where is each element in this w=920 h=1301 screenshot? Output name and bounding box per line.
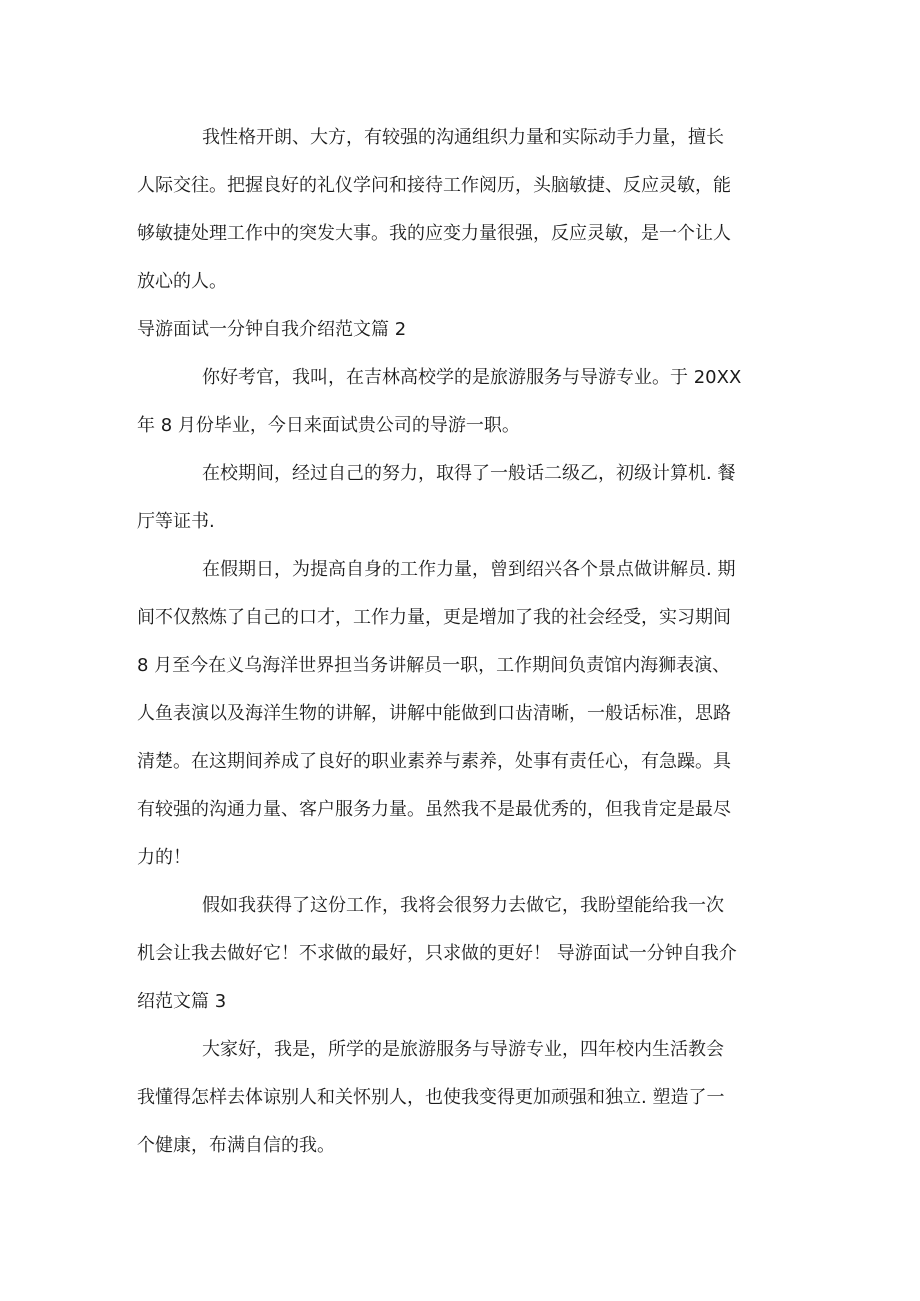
- paragraph-3-line-2: 厅等证书.: [137, 511, 215, 532]
- paragraph-5-line-2: 机会让我去做好它！不求做的最好，只求做的更好！ 导游面试一分钟自我介: [137, 943, 737, 964]
- paragraph-6-line-3: 个健康，布满自信的我。: [137, 1135, 335, 1156]
- paragraph-1-line-3: 够敏捷处理工作中的突发大事。我的应变力量很强，反应灵敏，是一个让人: [137, 223, 731, 244]
- paragraph-4-line-7: 力的！: [137, 847, 191, 868]
- paragraph-5-line-3: 绍范文篇 3: [137, 991, 227, 1012]
- paragraph-4-line-4: 人鱼表演以及海洋生物的讲解，讲解中能做到口齿清晰，一般话标准，思路: [137, 703, 731, 724]
- paragraph-1-line-1: 我性格开朗、大方，有较强的沟通组织力量和实际动手力量，擅长: [202, 127, 724, 148]
- paragraph-2-line-1: 你好考官，我叫，在吉林高校学的是旅游服务与导游专业。于 20XX: [202, 367, 742, 388]
- paragraph-4-line-1: 在假期日，为提高自身的工作力量，曾到绍兴各个景点做讲解员. 期: [202, 559, 736, 580]
- paragraph-1-line-2: 人际交往。把握良好的礼仪学问和接待工作阅历，头脑敏捷、反应灵敏，能: [137, 175, 731, 196]
- paragraph-4-line-3: 8 月至今在义乌海洋世界担当务讲解员一职，工作期间负责馆内海狮表演、: [137, 655, 731, 676]
- paragraph-4-line-6: 有较强的沟通力量、客户服务力量。虽然我不是最优秀的，但我肯定是最尽: [137, 799, 731, 820]
- paragraph-6-line-1: 大家好，我是，所学的是旅游服务与导游专业，四年校内生活教会: [202, 1039, 724, 1060]
- section-heading-2: 导游面试一分钟自我介绍范文篇 2: [137, 319, 407, 340]
- paragraph-1-line-4: 放心的人。: [137, 271, 227, 292]
- paragraph-3-line-1: 在校期间，经过自己的努力，取得了一般话二级乙，初级计算机. 餐: [202, 463, 736, 484]
- paragraph-2-line-2: 年 8 月份毕业，今日来面试贵公司的导游一职。: [137, 415, 520, 436]
- paragraph-6-line-2: 我懂得怎样去体谅别人和关怀别人，也使我变得更加顽强和独立. 塑造了一: [137, 1087, 725, 1108]
- paragraph-5-line-1: 假如我获得了这份工作，我将会很努力去做它，我盼望能给我一次: [202, 895, 724, 916]
- paragraph-4-line-2: 间不仅熬炼了自己的口才，工作力量，更是增加了我的社会经受，实习期间: [137, 607, 731, 628]
- paragraph-4-line-5: 清楚。在这期间养成了良好的职业素养与素养，处事有责任心，有急躁。具: [137, 751, 731, 772]
